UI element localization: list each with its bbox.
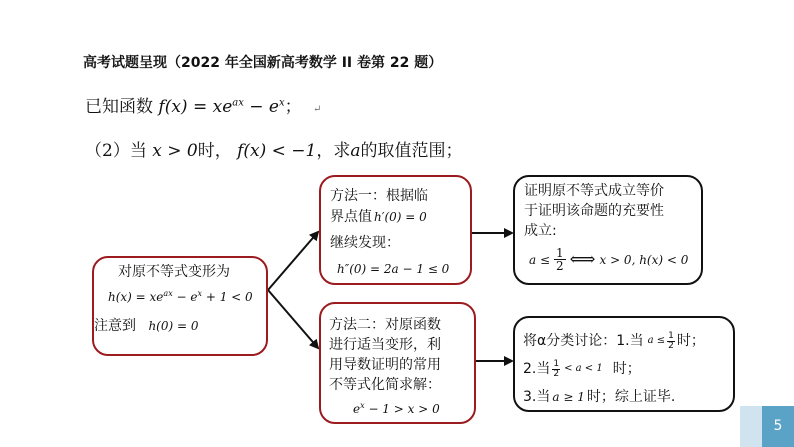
arrow-to-method1 (268, 232, 318, 290)
proof-line-3: 成立: (524, 223, 557, 239)
method2-formula: $e^x - 1 > x > 0$ (353, 401, 440, 416)
equivalence-icon: ⟺ (569, 249, 596, 270)
function-definition: $f(x) = xe^{ax} - e^x$ (158, 97, 285, 117)
line1-prefix: 已知函数 (85, 97, 153, 117)
paragraph-mark: ↵ (313, 104, 322, 115)
method2-line-2: 进行适当变形，利 (329, 337, 441, 353)
fraction-half: $\frac{1}{2}$ (556, 246, 564, 273)
line1-suffix: ； (284, 97, 302, 117)
page-number: 5 (762, 406, 794, 447)
variable-a: a (350, 141, 361, 161)
method2-line-4: 不等式化简求解： (329, 377, 441, 393)
transform-box (92, 256, 268, 356)
inequality-formula: f(x) < −1 (237, 141, 317, 161)
method2-box (319, 302, 476, 424)
method2-line-1: 方法二：对原函数 (329, 317, 441, 333)
fraction-half: $\frac{1}{2}$ (668, 330, 674, 351)
proof-formula: a ≤ $\frac{1}{2}$ ⟺ x > 0, h(x) < 0 (529, 246, 689, 273)
arrow-to-method2 (268, 290, 318, 348)
proof-line-2: 于证明该命题的充要性 (524, 203, 664, 219)
line2-suffix: 的取值范围； (360, 141, 463, 161)
line2-mid1: 时， (197, 141, 232, 161)
method1-line-2: 界点值 h′(0) = 0 (330, 209, 427, 225)
transform-formula: $h(x) = xe^{ax} - e^x + 1 < 0$ (108, 289, 253, 304)
method1-formula: h″(0) = 2a − 1 ≤ 0 (337, 262, 450, 276)
method2-line-3: 用导数证明的常用 (329, 357, 441, 373)
case-line-2: 2.当 1 2 < a < 1 时； (523, 358, 641, 379)
line2-mid2: ，求 (316, 141, 351, 161)
transform-note: 注意到 h(0) = 0 (94, 318, 199, 334)
page-corner-decoration (740, 406, 762, 447)
method1-line-1: 方法一：根据临 (330, 188, 428, 204)
method1-box (319, 175, 472, 285)
page-title: 高考试题呈现（2022 年全国新高考数学 II 卷第 22 题） (83, 55, 443, 71)
case-line-3: 3.当 a ≥ 1 时；综上证毕. (523, 389, 676, 405)
proof-line-1: 证明原不等式成立等价 (524, 183, 664, 199)
proof-box (513, 175, 703, 285)
transform-heading: 对原不等式变形为 (118, 264, 230, 280)
condition-formula: x > 0 (152, 141, 198, 161)
line2-prefix: （2）当 (85, 141, 147, 161)
fraction-half: 1 2 (553, 358, 560, 379)
case-line-1: 将α分类讨论：1.当 a ≤ $\frac{1}{2}$ 时； (523, 330, 705, 351)
case-box (513, 316, 735, 412)
method1-line-3: 继续发现： (330, 235, 400, 251)
